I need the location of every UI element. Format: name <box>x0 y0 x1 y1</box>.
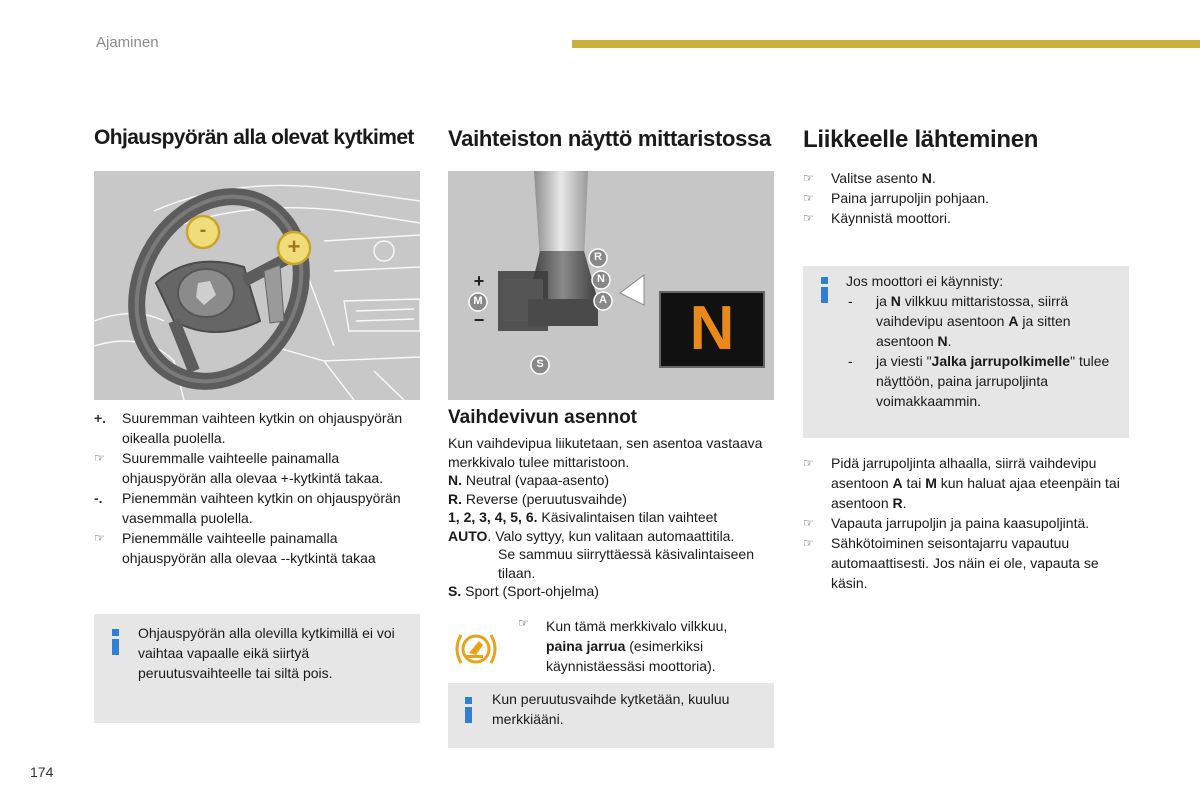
brake-pedal-warning-icon <box>452 631 500 667</box>
start-steps-list <box>803 168 1129 228</box>
gear-lever-figure <box>448 171 774 400</box>
page-number: 174 <box>30 764 54 780</box>
position-def: AUTO. Valo syttyy, kun valitaan automaattitila. <box>448 527 735 544</box>
info-box-paddles <box>94 614 420 723</box>
list-item: ☞ Pidä jarrupoljinta alhaalla, siirrä vaihdevipu asentoon A tai M kun haluat ajaa eteenpäin tai asentoon R. <box>803 455 1120 511</box>
shift-down-symbol: − <box>473 310 485 330</box>
position-def: N. Neutral (vapaa-asento) <box>448 472 610 488</box>
engine-fail-sublist <box>846 291 1116 411</box>
list-item: ☞ Vapauta jarrupoljin ja paina kaasupoljintä. <box>803 515 1090 531</box>
list-item: ☞ Sähkötoiminen seisontajarru vapautuu automaattisesti. Jos näin ei ole, vapauta se käsin. <box>803 535 1099 591</box>
section-title-gearbox: Vaihteiston näyttö mittaristossa <box>448 126 771 151</box>
plus-paddle-label: + <box>287 234 301 259</box>
hand-pointer-icon: ☞ <box>803 536 814 550</box>
position-def: 1, 2, 3, 4, 5, 6. Käsivalintaisen tilan vaihteet <box>448 509 718 525</box>
info-icon <box>112 629 120 655</box>
info-text-paddles: Ohjauspyörän alla olevilla kytkimillä ei voi vaihtaa vapaalle eikä siirtyä peruutusvaihteelle tai siltä pois. <box>138 625 395 681</box>
header-accent-bar <box>572 40 1200 48</box>
info-lead-text: Jos moottori ei käynnisty: <box>846 273 1004 289</box>
brake-warning-text: Kun tämä merkkivalo vilkkuu, paina jarrua (esimerkiksi käynnistäessäsi moottoria). <box>546 618 728 674</box>
subtitle-lever-positions: Vaihdevivun asennot <box>448 407 637 428</box>
hand-pointer-icon: ☞ <box>803 456 814 470</box>
list-item-text: Suuremman vaihteen kytkin on ohjauspyörän oikealla puolella. <box>122 410 403 446</box>
list-item: - ja N vilkkuu mittaristossa, siirrä vaihdevipu asentoon A ja sitten asentoon N. <box>848 293 1071 349</box>
list-item <box>94 528 420 568</box>
paddle-instructions-list <box>94 408 420 568</box>
minus-paddle-label: - <box>199 219 207 241</box>
list-item <box>94 448 420 488</box>
position-def: S. Sport (Sport-ohjelma) <box>448 583 599 599</box>
info-box-engine-not-starting <box>803 266 1129 438</box>
list-marker: +. <box>94 410 107 426</box>
list-item: ☞ Käynnistä moottori. <box>803 210 951 226</box>
hand-pointer-icon: ☞ <box>803 516 814 530</box>
shift-up-symbol: + <box>473 271 485 291</box>
list-item: ☞ Paina jarrupoljin pohjaan. <box>803 190 989 206</box>
list-item: ☞ Valitse asento N. <box>803 170 936 186</box>
list-item: - ja viesti "Jalka jarrupolkimelle" tulee näyttöön, paina jarrupoljinta voimakkaammin. <box>848 353 1110 409</box>
list-item-text: Pienemmän vaihteen kytkin on ohjauspyörän vasemmalla puolella. <box>122 490 401 526</box>
info-text-reverse: Kun peruutusvaihde kytketään, kuuluu merkkiääni. <box>492 691 730 727</box>
drive-steps-list <box>803 453 1129 593</box>
section-title-paddles: Ohjauspyörän alla olevat kytkimet <box>94 126 414 149</box>
position-def: R. Reverse (peruutusvaihde) <box>448 490 627 507</box>
hand-pointer-icon: ☞ <box>94 451 105 465</box>
hand-pointer-icon: ☞ <box>803 191 814 205</box>
steering-wheel-illustration <box>94 171 420 400</box>
list-item <box>94 408 420 448</box>
hand-pointer-icon: ☞ <box>94 531 105 545</box>
hand-pointer-icon: ☞ <box>803 211 814 225</box>
reverse-label: R <box>594 251 602 263</box>
list-item <box>94 488 420 528</box>
steering-wheel-figure <box>94 171 420 400</box>
auto-label: A <box>599 294 607 306</box>
list-marker: -. <box>94 490 103 506</box>
hand-pointer-icon: ☞ <box>803 171 814 185</box>
info-box-reverse <box>448 683 774 748</box>
list-item-text: Suuremmalle vaihteelle painamalla ohjauspyörän alla olevaa +-kytkintä takaa. <box>122 450 384 486</box>
info-icon <box>821 277 829 303</box>
section-label: Ajaminen <box>96 34 159 51</box>
neutral-label: N <box>597 273 605 285</box>
manual-mode-label: M <box>473 295 483 307</box>
position-def-continuation: Se sammuu siirryttäessä käsivalintaiseen tilaan. <box>498 546 754 581</box>
section-title-starting: Liikkeelle lähteminen <box>803 126 1039 153</box>
lever-positions-text <box>448 434 774 601</box>
gear-display-indicator: N <box>689 294 735 363</box>
gear-lever-illustration <box>448 171 774 400</box>
list-item-text: Pienemmälle vaihteelle painamalla ohjauspyörän alla olevaa --kytkintä takaa <box>122 530 376 566</box>
hand-pointer-icon: ☞ <box>518 616 529 630</box>
brake-warning-block <box>448 616 774 682</box>
info-icon <box>465 697 473 723</box>
lever-positions-intro: Kun vaihdevipua liikutetaan, sen asentoa vastaava merkkivalo tulee mittaristoon. <box>448 435 763 470</box>
sport-label: S <box>536 358 544 370</box>
